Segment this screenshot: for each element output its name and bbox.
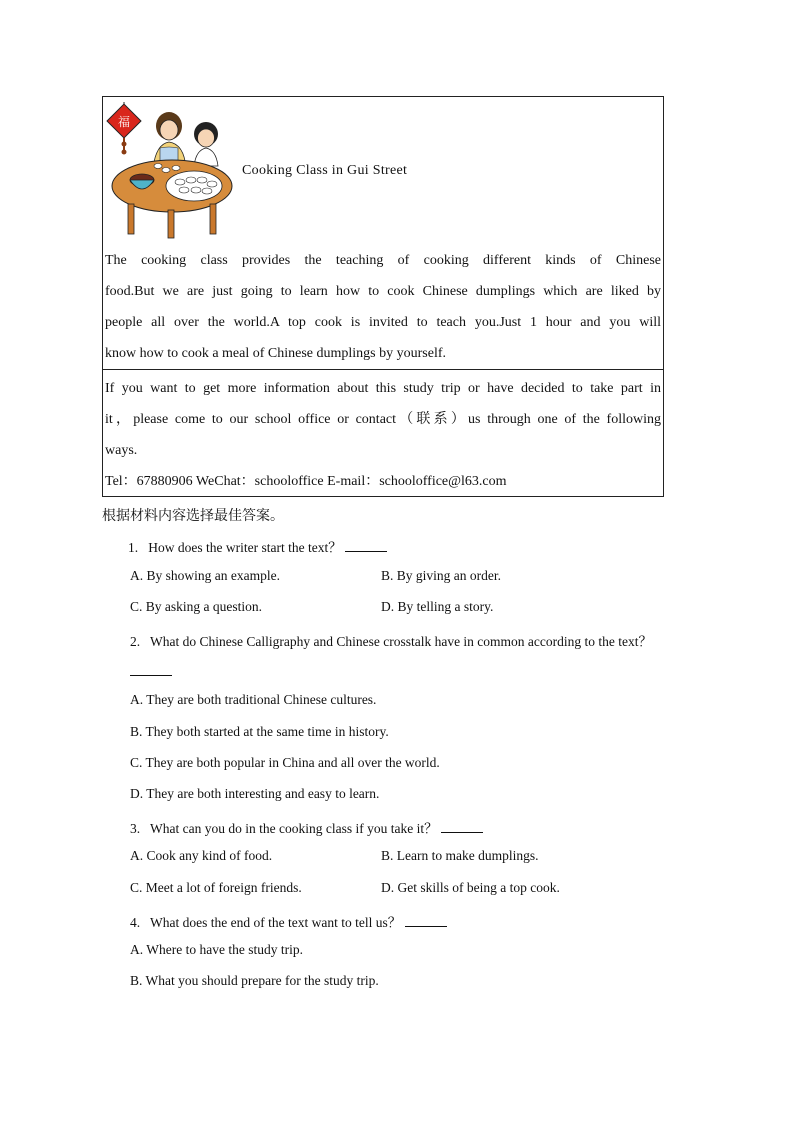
instruction-text: 根据材料内容选择最佳答案。 xyxy=(102,508,284,524)
paragraph-line: ways. xyxy=(105,443,138,458)
contact-line: Tel：67880906 WeChat：schooloffice E-mail：schooloffice@l63.com xyxy=(105,474,507,489)
fu-character: 福 xyxy=(117,115,131,129)
question-number: 1. xyxy=(128,540,139,555)
question-2-blank-line xyxy=(130,664,172,680)
paragraph-contact-info xyxy=(105,373,661,497)
family-making-dumplings-icon xyxy=(106,100,238,240)
option-2c: C. They are both popular in China and all over the world. xyxy=(130,755,440,770)
answer-blank[interactable] xyxy=(405,926,447,927)
question-text: What does the end of the text want to tell us？ xyxy=(150,915,402,930)
paragraph-line: it，please come to our school office or contact（联系）us through one of the following xyxy=(105,412,661,427)
material-title: Cooking Class in Gui Street xyxy=(242,163,408,178)
question-2 xyxy=(130,630,652,650)
option-2d: D. They are both interesting and easy to learn. xyxy=(130,786,380,801)
question-4 xyxy=(130,911,447,931)
question-text: How does the writer start the text？ xyxy=(148,540,342,555)
option-4a: A. Where to have the study trip. xyxy=(130,942,303,957)
option-3b: B. Learn to make dumplings. xyxy=(381,848,539,863)
paragraph-course-description xyxy=(105,245,661,369)
option-1b: B. By giving an order. xyxy=(381,568,501,583)
question-number: 3. xyxy=(130,821,141,836)
question-text: What can you do in the cooking class if you take it？ xyxy=(150,821,438,836)
option-3d: D. Get skills of being a top cook. xyxy=(381,880,560,895)
paragraph-line: food.But we are just going to learn how to cook Chinese dumplings which are liked by xyxy=(105,284,661,299)
option-3c: C. Meet a lot of foreign friends. xyxy=(130,880,302,895)
option-2a: A. They are both traditional Chinese cultures. xyxy=(130,692,377,707)
answer-blank[interactable] xyxy=(441,832,483,833)
option-1c: C. By asking a question. xyxy=(130,599,262,614)
paragraph-line: people all over the world.A top cook is invited to teach you.Just 1 hour and you will xyxy=(105,315,661,330)
answer-blank[interactable] xyxy=(345,551,387,552)
option-1d: D. By telling a story. xyxy=(381,599,494,614)
option-3a: A. Cook any kind of food. xyxy=(130,848,273,863)
paragraph-line: know how to cook a meal of Chinese dumplings by yourself. xyxy=(105,346,447,361)
option-2b: B. They both started at the same time in history. xyxy=(130,724,389,739)
paragraph-line: The cooking class provides the teaching of cooking different kinds of Chinese xyxy=(105,253,661,268)
question-number: 4. xyxy=(130,915,141,930)
box-divider xyxy=(103,369,663,370)
question-number: 2. xyxy=(130,634,141,649)
paragraph-line: If you want to get more information about this study trip or have decided to take part in xyxy=(105,381,661,396)
question-1 xyxy=(128,536,387,556)
question-3 xyxy=(130,817,483,837)
question-text: What do Chinese Calligraphy and Chinese crosstalk have in common according to the text？ xyxy=(150,634,653,649)
option-1a: A. By showing an example. xyxy=(130,568,280,583)
reading-material-box xyxy=(102,96,664,497)
answer-blank[interactable] xyxy=(130,675,172,676)
option-4b: B. What you should prepare for the study trip. xyxy=(130,973,379,988)
